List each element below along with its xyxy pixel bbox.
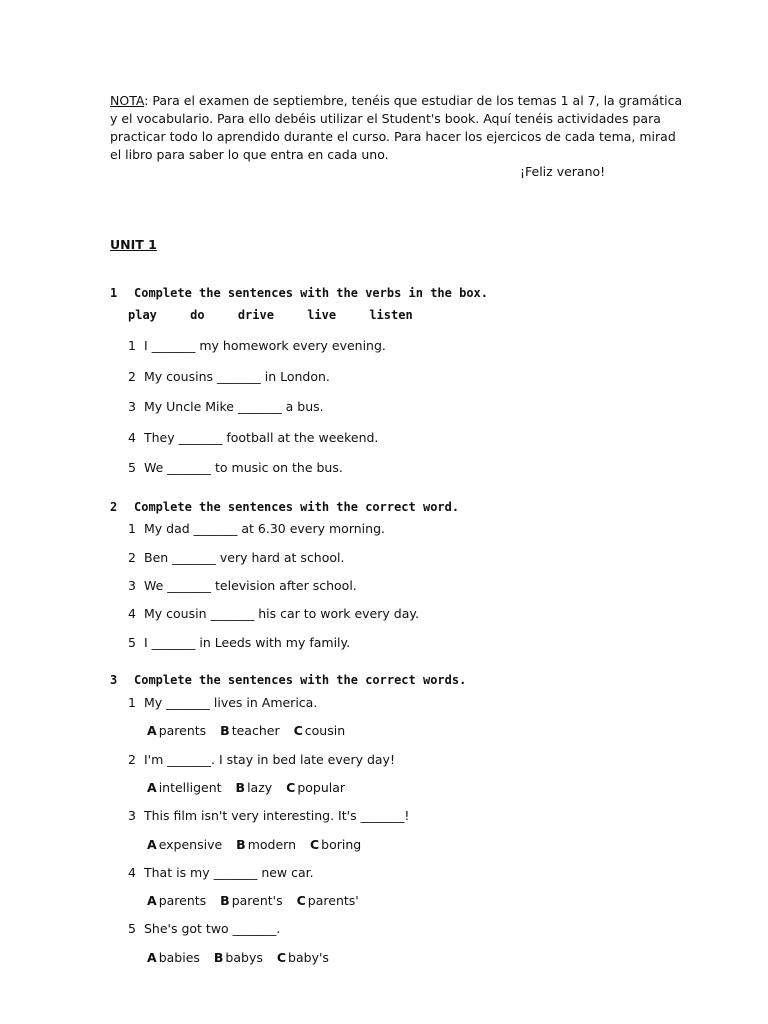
option: C boring bbox=[309, 837, 362, 852]
word-box-item: drive bbox=[237, 308, 274, 322]
option: C parents' bbox=[296, 893, 359, 908]
word-box-item: play bbox=[128, 308, 157, 322]
note-paragraph bbox=[110, 92, 683, 164]
note-line-3: practicar todo lo aprendido durante el curso. Para hacer los ejercicos de cada tema, mirad bbox=[110, 129, 676, 144]
exercise-2-item: 2 Ben _______ very hard at school. bbox=[128, 550, 345, 565]
note-closing: ¡Feliz verano! bbox=[520, 164, 606, 179]
exercise-2-instruction: Complete the sentences with the correct word. bbox=[134, 500, 460, 514]
option: A parents bbox=[147, 723, 207, 738]
exercise-1-title bbox=[110, 286, 488, 300]
note-line-4: el libro para saber lo que entra en cada uno. bbox=[110, 147, 389, 162]
exercise-3-instruction: Complete the sentences with the correct words. bbox=[134, 673, 467, 687]
exercise-3-item: 4 That is my _______ new car. bbox=[128, 865, 314, 880]
exercise-3-options bbox=[147, 893, 369, 908]
note-line-2: y el vocabulario. Para ello debéis utilizar el Student's book. Aquí tenéis actividades para bbox=[110, 111, 661, 126]
exercise-1-item: 3 My Uncle Mike _______ a bus. bbox=[128, 399, 324, 414]
exercise-3-options bbox=[147, 950, 339, 965]
exercise-1-instruction: Complete the sentences with the verbs in the box. bbox=[134, 286, 489, 300]
exercise-3-item: 2 I'm _______. I stay in bed late every day! bbox=[128, 752, 395, 767]
option: C baby's bbox=[276, 950, 329, 965]
exercise-1-item: 2 My cousins _______ in London. bbox=[128, 369, 330, 384]
exercise-3-item: 3 This film isn't very interesting. It's _______! bbox=[128, 808, 410, 823]
exercise-1-number: 1 bbox=[110, 286, 118, 300]
option: B lazy bbox=[235, 780, 273, 795]
exercise-3-options bbox=[147, 780, 355, 795]
exercise-3-item: 1 My _______ lives in America. bbox=[128, 695, 318, 710]
option: A expensive bbox=[147, 837, 223, 852]
option: C popular bbox=[286, 780, 346, 795]
option: A parents bbox=[147, 893, 207, 908]
option: B parent's bbox=[220, 893, 283, 908]
option: A babies bbox=[147, 950, 200, 965]
unit-title: UNIT 1 bbox=[110, 237, 157, 252]
exercise-3-options bbox=[147, 837, 371, 852]
exercise-2-item: 3 We _______ television after school. bbox=[128, 578, 357, 593]
exercise-3-options bbox=[147, 723, 355, 738]
exercise-2-item: 1 My dad _______ at 6.30 every morning. bbox=[128, 521, 385, 536]
exercise-3-number: 3 bbox=[110, 673, 118, 687]
exercise-1-item: 5 We _______ to music on the bus. bbox=[128, 460, 343, 475]
exercise-3-item: 5 She's got two _______. bbox=[128, 921, 281, 936]
word-box-item: live bbox=[307, 308, 337, 322]
word-box-item: do bbox=[190, 308, 205, 322]
exercise-2-title bbox=[110, 500, 459, 514]
option: B babys bbox=[213, 950, 263, 965]
note-line-1: : Para el examen de septiembre, tenéis que estudiar de los temas 1 al 7, la gramática bbox=[144, 93, 683, 108]
exercise-2-number: 2 bbox=[110, 500, 118, 514]
exercise-1-item: 4 They _______ football at the weekend. bbox=[128, 430, 379, 445]
word-box bbox=[128, 308, 439, 322]
option: C cousin bbox=[293, 723, 346, 738]
option: B modern bbox=[236, 837, 296, 852]
exercise-3-title bbox=[110, 673, 466, 687]
option: A intelligent bbox=[147, 780, 222, 795]
exercise-2-item: 5 I _______ in Leeds with my family. bbox=[128, 635, 351, 650]
option: B teacher bbox=[220, 723, 280, 738]
exercise-1-item: 1 I _______ my homework every evening. bbox=[128, 338, 386, 353]
exercise-2-item: 4 My cousin _______ his car to work every day. bbox=[128, 606, 419, 621]
note-label: NOTA bbox=[110, 93, 145, 108]
word-box-item: listen bbox=[369, 308, 413, 322]
